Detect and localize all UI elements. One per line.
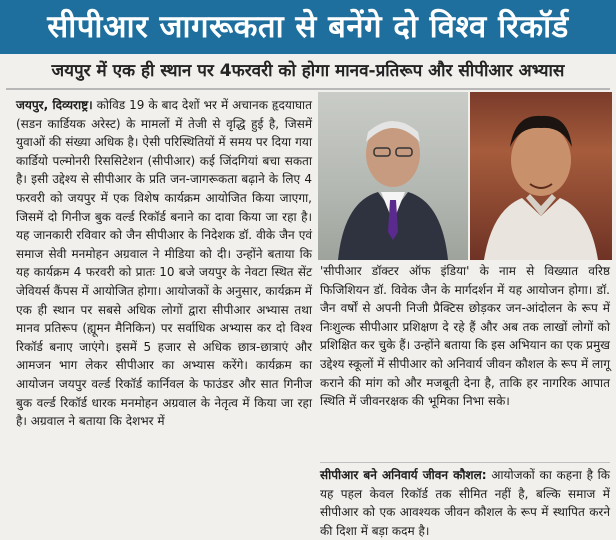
section-divider [320,462,610,463]
photo-elder-man [318,92,468,260]
left-body: कोविड 19 के बाद देशों भर में अचानक हृदयाघात (सडन कार्डियक अरेस्ट) के मामलों में तेजी से वृद्धि हुई है, जिसमें युवाओं की संख्या अधिक है। ऐसी परिस्थितियों में समय पर दिया गया कार्डियो पल्मोनरी रिससिटेशन (सीपीआर) कई जिंदगियां बचा सकता है। इसी उद्देश्य से सीपीआर के प्रति जन-जागरूकता बढ़ाने के लिए 4 फरवरी को जयपुर में एक विशेष कार्यक्रम आयोजित किया जाएगा, जिसमें दो गिनीज बुक वर्ल्ड रिकॉर्ड बनाने का दावा किया जा रहा है। यह जानकारी रविवार को जैन सीपीआर के निदेशक डॉ. वीके जैन एवं समाज सेवी मनमोहन अग्रवाल ने मीडिया को दी। उन्होंने बताया कि यह कार्यक्रम 4 फरवरी को प्रातः 10 बजे जयपुर के नेवटा स्थित सेंट जेवियर्स कैंपस में आयोजित होगा। आयोजकों के अनुसार, कार्यक्रम में एक ही स्थान पर सबसे अधिक लोगों द्वारा सीपीआर अभ्यास तथा मानव प्रतिरूप (ह्यूमन मैनिकिन) पर सर्वाधिक अभ्यास कर दो विश्व रिकॉर्ड बनाए जाएंगे। इसमें 5 हजार से अधिक छात्र-छात्राएं और आमजन भाग लेकर सीपीआर का अभ्यास करेंगे। कार्यक्रम का आयोजन जयपुर वर्ल्ड रिकॉर्ड कार्निवल के फाउंडर और सात गिनीज बुक वर्ल्ड रिकॉर्ड धारक मनमोहन अग्रवाल के नेतृत्व में किया जा रहा है। अग्रवाल ने बताया कि देशभर में [16,98,312,429]
headline: सीपीआर जागरूकता से बनेंगे दो विश्व रिकॉर्ड [0,0,616,54]
right-column-section [320,466,610,538]
right-body: 'सीपीआर डॉक्टर ऑफ इंडिया' के नाम से विख्यात वरिष्ठ फिजिशियन डॉ. विवेक जैन के मार्गदर्शन में यह आयोजन होगा। डॉ. जैन वर्षों से अपनी निजी प्रैक्टिस छोड़कर जन-आंदोलन के रूप में निःशुल्क सीपीआर प्रशिक्षण दे रहे हैं और अब तक लाखों लोगों को प्रशिक्षित कर चुके हैं। उन्होंने बताया कि इस अभियान का एक प्रमुख उद्देश्य स्कूलों में सीपीआर को अनिवार्य जीवन कौशल के रूप में लागू कराने की मांग को और मजबूती देना है, ताकि हर नागरिक आपात स्थिति में जीवनरक्षक की भूमिका निभा सके। [320,264,610,409]
section-subheading: सीपीआर बने अनिवार्य जीवन कौशल: [320,468,487,482]
subheadline: जयपुर में एक ही स्थान पर 4फरवरी को होगा मानव-प्रतिरूप और सीपीआर अभ्यास [51,61,565,81]
left-column [16,96,312,522]
photo-group [318,92,612,260]
right-column [320,262,610,462]
right-section-paragraph [320,466,610,540]
right-body-2: आयोजकों का कहना है कि यह पहल केवल रिकॉर्ड तक सीमित नहीं है, बल्कि समाज में सीपीआर को एक आवश्यक जीवन कौशल के रूप में स्थापित करने की दिशा में बड़ा कदम है। [320,468,610,538]
dateline: जयपुर, दिव्यराष्ट्र। [16,98,93,112]
photo-younger-man [470,92,612,260]
left-paragraph [16,96,312,431]
divider [6,88,610,90]
